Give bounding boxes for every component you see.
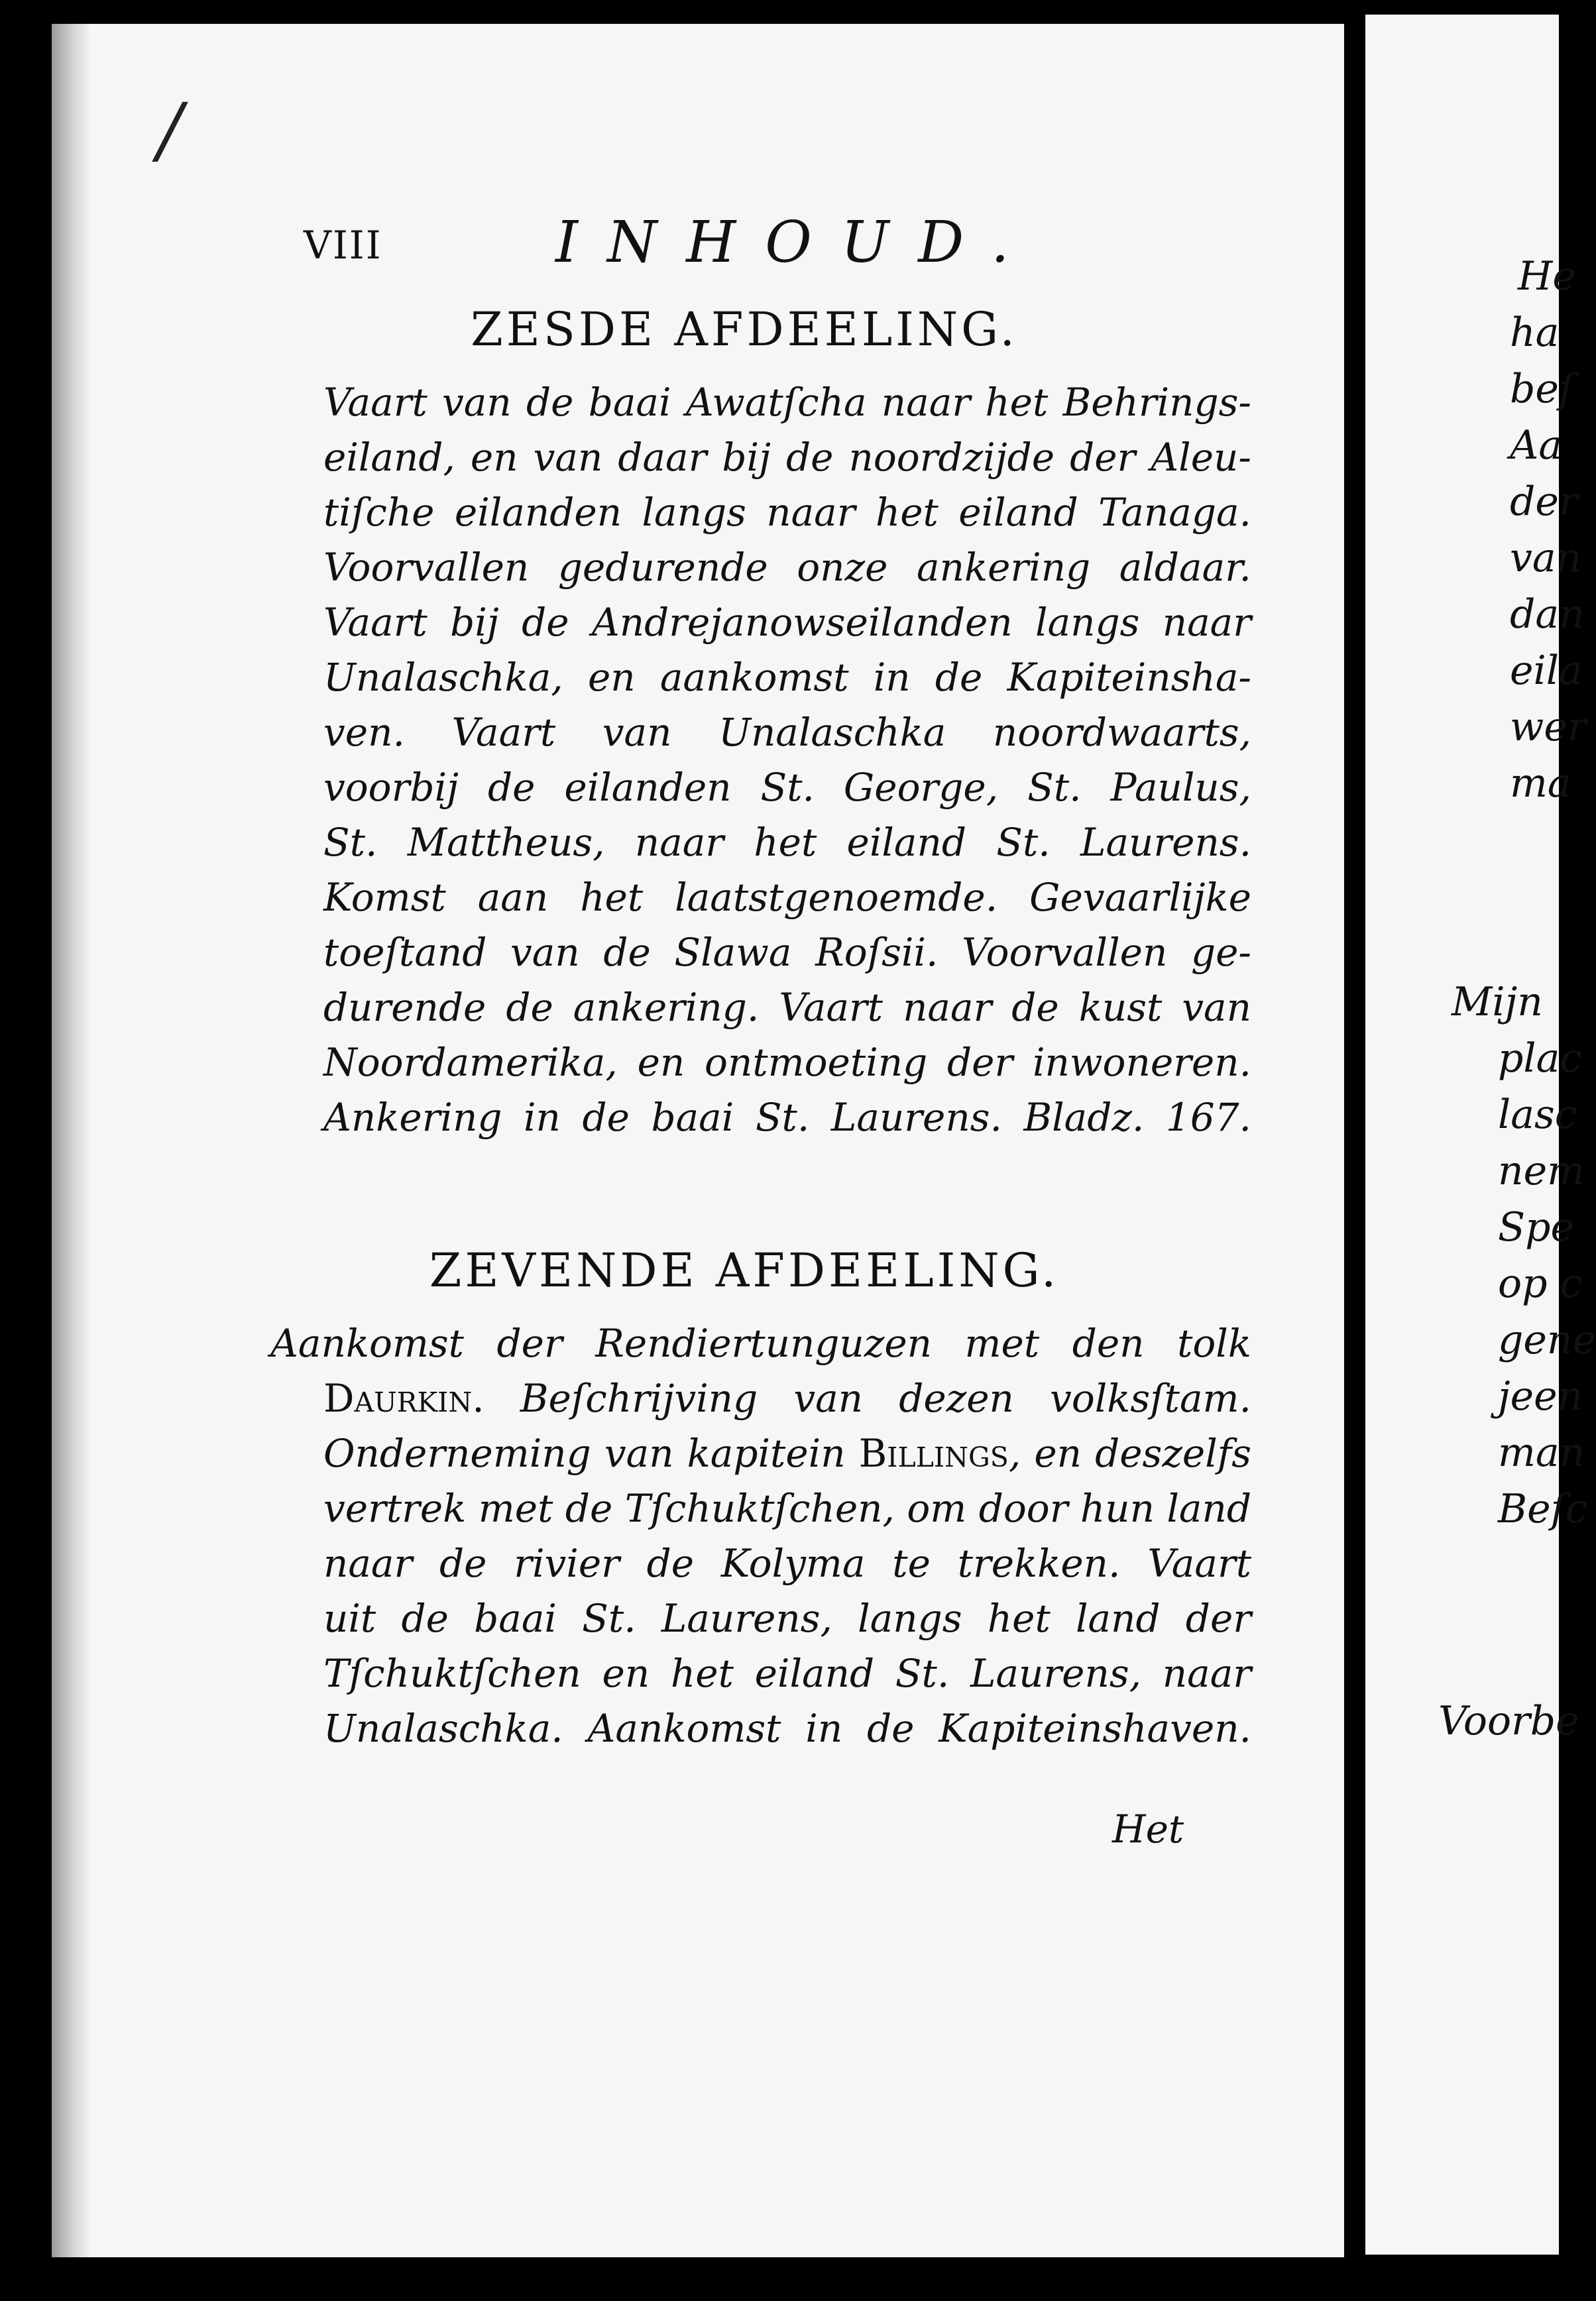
left-page <box>52 24 1344 2257</box>
text-line: durende de ankering. Vaart naar de kust van <box>323 985 1251 1030</box>
section-heading-6: ZESDE AFDEELING. <box>471 302 1018 357</box>
running-title: INHOUD. <box>555 209 1039 276</box>
text-line: uit de baai St. Laurens, langs het land der <box>323 1596 1251 1641</box>
text-line: Vaart bij de Andrejanowseilanden langs naar <box>323 600 1251 645</box>
text-line: eiland, en van daar bij de noordzijde der Aleu- <box>323 435 1251 480</box>
text-line: Unalaschka. Aankomst in de Kapiteinshaven. <box>323 1706 1251 1751</box>
page-header <box>52 209 1344 289</box>
text-line: vertrek met de Tſchuktſchen, om door hun land <box>323 1486 1251 1531</box>
fragment-line: gene <box>1498 1317 1596 1363</box>
fragment-line: man <box>1498 1430 1585 1476</box>
fragment-line: Voorbe <box>1438 1698 1579 1744</box>
fragment-line: He <box>1518 253 1576 300</box>
fragment-line: Mijn <box>1452 979 1543 1025</box>
text-line: Noordamerika, en ontmoeting der inwoneren. <box>323 1040 1251 1085</box>
text-fragment: , en deszelfs <box>1008 1431 1251 1476</box>
fragment-line: van <box>1510 535 1582 581</box>
text-fragment: Beſchrijving van dezen volksſtam. <box>484 1376 1251 1421</box>
text-line: voorbij de eilanden St. George, St. Paulus, <box>323 765 1251 810</box>
catchword: Het <box>1112 1807 1184 1852</box>
text-line: tiſche eilanden langs naar het eiland Tanaga. <box>323 490 1251 535</box>
fragment-line: jeen <box>1498 1373 1583 1420</box>
text-line: Ankering in de baai St. Laurens. Bladz. 167. <box>323 1095 1251 1140</box>
folio-number: VIII <box>304 223 382 268</box>
text-line: naar de rivier de Kolyma te trekken. Vaart <box>323 1541 1251 1586</box>
text-line: toeſtand van de Slawa Roſsii. Voorvallen ge- <box>323 930 1251 975</box>
fragment-line: wer <box>1510 704 1587 750</box>
fragment-line: beſ <box>1510 366 1574 412</box>
fragment-line: ma <box>1510 760 1571 807</box>
fragment-line: op c <box>1498 1261 1583 1307</box>
text-line: Unalaschka, en aankomst in de Kapiteinsha- <box>323 655 1251 700</box>
fragment-line: Beſc <box>1498 1486 1588 1532</box>
fragment-line: ha <box>1510 309 1560 356</box>
fragment-line: eila <box>1510 647 1583 694</box>
text-line: ven. Vaart van Unalaschka noordwaarts, <box>323 710 1251 755</box>
section-7-text <box>270 1316 1251 1756</box>
person-name-billings: Billings <box>858 1431 1009 1476</box>
text-line: Komst aan het laatstgenoemde. Gevaarlijke <box>323 875 1251 920</box>
text-line: Vaart van de baai Awatſcha naar het Behrings- <box>323 380 1251 425</box>
fragment-line: dan <box>1510 591 1585 638</box>
text-line: Voorvallen gedurende onze ankering aldaar. <box>323 545 1251 590</box>
fragment-line: lasc <box>1498 1092 1577 1138</box>
text-line: St. Mattheus, naar het eiland St. Laurens. <box>323 820 1251 865</box>
fragment-line: nem <box>1498 1148 1585 1194</box>
text-fragment: Onderneming van kapitein <box>323 1431 859 1476</box>
fragment-line: Spe <box>1498 1204 1575 1251</box>
fragment-line: Aa <box>1510 422 1563 469</box>
text-line: Aankomst der Rendiertunguzen met den tolk <box>270 1321 1251 1366</box>
text-line: Tſchuktſchen en het eiland St. Laurens, naar <box>323 1651 1251 1696</box>
page-gutter-edge <box>52 24 89 2257</box>
fragment-line: plac <box>1498 1035 1582 1082</box>
margin-pencil-mark: / <box>158 87 183 172</box>
section-6-text <box>323 375 1251 1145</box>
person-name-daurkin: Daurkin. <box>323 1376 484 1421</box>
right-page-fragment <box>1365 15 1596 2255</box>
text-line <box>323 1371 1251 1426</box>
section-heading-7: ZEVENDE AFDEELING. <box>429 1243 1060 1298</box>
fragment-line: der <box>1510 478 1578 525</box>
text-line <box>323 1426 1251 1481</box>
